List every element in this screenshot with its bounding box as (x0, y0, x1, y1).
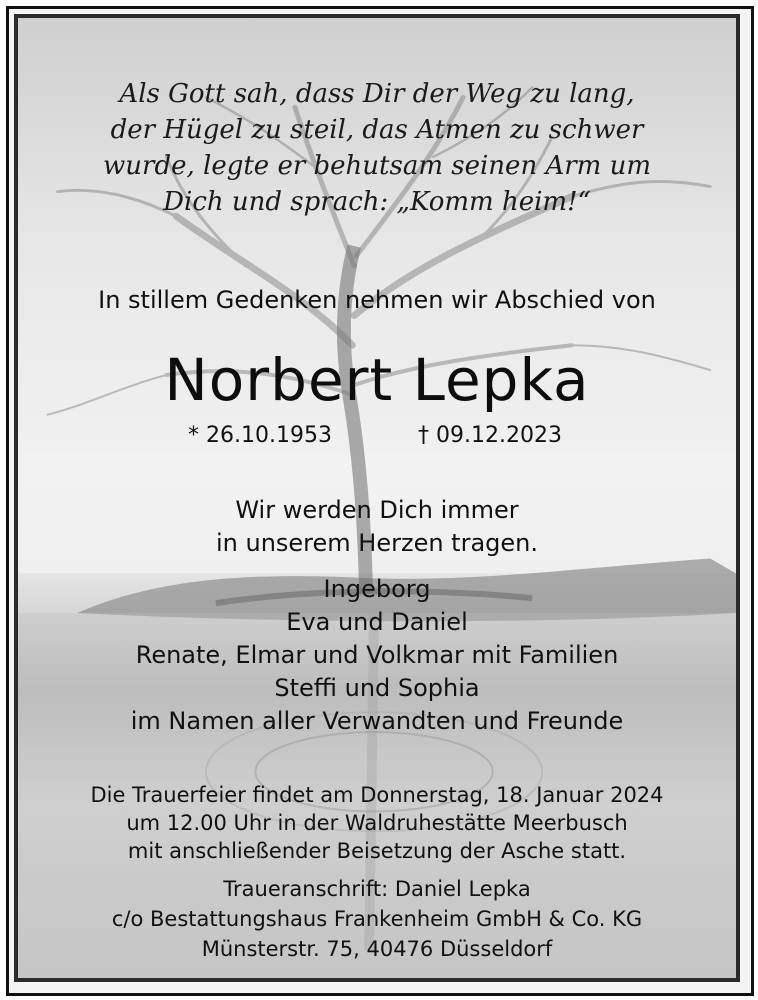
birth-date: * 26.10.1953 (188, 423, 332, 448)
obituary-panel (14, 14, 740, 982)
verse-line: Dich und sprach: „Komm heim!“ (163, 187, 591, 217)
address-line: c/o Bestattungshaus Frankenheim GmbH & Co. KG (111, 907, 643, 931)
mourner: Eva und Daniel (286, 608, 468, 636)
deceased-name: Norbert Lepka (164, 346, 590, 414)
verse-line: der Hügel zu steil, das Atmen zu schwer (110, 115, 644, 145)
ceremony-info (18, 781, 736, 865)
verse-line: wurde, legte er behutsam seinen Arm um (103, 151, 651, 181)
verse-line: Als Gott sah, dass Dir der Weg zu lang, (119, 79, 635, 109)
mourner: Ingeborg (323, 575, 431, 603)
farewell-line: Wir werden Dich immer (235, 496, 519, 524)
ceremony-line: um 12.00 Uhr in der Waldruhestätte Meerbusch (126, 811, 628, 835)
mourners-list (18, 573, 736, 738)
mourner: Renate, Elmar und Volkmar mit Familien (135, 641, 619, 669)
address-line: Münsterstr. 75, 40476 Düsseldorf (201, 937, 553, 961)
mourning-address (18, 874, 736, 964)
ceremony-line: mit anschließender Beisetzung der Asche statt. (127, 839, 627, 863)
mourner: im Namen aller Verwandten und Freunde (130, 707, 624, 735)
mourner: Steffi und Sophia (274, 674, 480, 702)
farewell-line: in unserem Herzen tragen. (215, 529, 539, 557)
ceremony-line: Die Trauerfeier findet am Donnerstag, 18. Januar 2024 (90, 783, 664, 807)
address-line: Traueranschrift: Daniel Lepka (223, 877, 531, 901)
death-date: † 09.12.2023 (418, 423, 562, 448)
intro-text: In stillem Gedenken nehmen wir Abschied von (98, 286, 656, 314)
farewell-message (18, 494, 736, 560)
verse (18, 76, 736, 220)
